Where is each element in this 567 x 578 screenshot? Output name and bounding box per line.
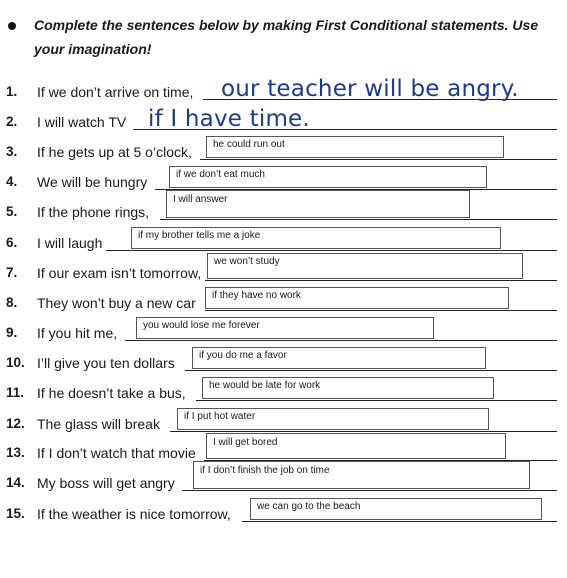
- item-prompt: My boss will get angry: [37, 475, 175, 491]
- item-prompt: They won’t buy a new car: [37, 295, 196, 311]
- item-number: 4.: [6, 174, 18, 189]
- exercise-item-10: [0, 345, 567, 375]
- answer-line: [182, 490, 557, 491]
- answer-textbox[interactable]: if we don’t eat much: [169, 166, 487, 188]
- item-number: 5.: [6, 204, 18, 219]
- answer-textbox[interactable]: you would lose me forever: [136, 317, 434, 339]
- exercise-item-5: [0, 194, 567, 224]
- answer-textbox[interactable]: if I put hot water: [177, 408, 489, 430]
- item-prompt: If we don’t arrive on time,: [37, 84, 194, 100]
- answer-line: [205, 310, 557, 311]
- item-prompt: If the weather is nice tomorrow,: [37, 506, 231, 522]
- answer-textbox[interactable]: if they have no work: [205, 287, 509, 309]
- item-number: 10.: [6, 355, 25, 370]
- exercise-item-7: [0, 255, 567, 285]
- item-prompt: If he gets up at 5 o’clock,: [37, 144, 192, 160]
- item-number: 3.: [6, 144, 18, 159]
- answer-textbox[interactable]: I will answer: [166, 190, 470, 218]
- instructions: Complete the sentences below by making First Conditional statements. Use your imagination!: [34, 17, 539, 57]
- item-prompt: I will watch TV: [37, 114, 127, 130]
- answer-textbox[interactable]: we can go to the beach: [250, 498, 542, 520]
- item-number: 8.: [6, 295, 18, 310]
- item-number: 6.: [6, 235, 18, 250]
- exercise-item-8: [0, 285, 567, 315]
- answer-textbox[interactable]: if you do me a favor: [192, 347, 486, 369]
- answer-text[interactable]: our teacher will be angry.: [221, 76, 519, 102]
- answer-textbox[interactable]: he would be late for work: [202, 377, 494, 399]
- answer-textbox[interactable]: we won’t study: [207, 253, 523, 279]
- answer-textbox[interactable]: if I don’t finish the job on time: [193, 461, 530, 489]
- answer-line: [205, 280, 557, 281]
- answer-textbox[interactable]: if my brother tells me a joke: [131, 227, 501, 249]
- answer-line: [242, 521, 557, 522]
- item-prompt: If our exam isn’t tomorrow,: [37, 265, 202, 281]
- item-number: 13.: [6, 445, 25, 460]
- item-number: 11.: [6, 385, 25, 400]
- item-number: 2.: [6, 114, 18, 129]
- bullet-icon: [8, 22, 16, 30]
- exercise-item-12: [0, 406, 567, 436]
- item-prompt: I will laugh: [37, 235, 103, 251]
- answer-line: [200, 159, 557, 160]
- item-number: 15.: [6, 506, 25, 521]
- exercise-item-14: [0, 465, 567, 495]
- item-prompt: The glass will break: [37, 416, 160, 432]
- exercise-item-9: [0, 315, 567, 345]
- answer-line: [106, 250, 557, 251]
- exercise-item-1: [0, 74, 567, 104]
- item-prompt: If he doesn’t take a bus,: [37, 385, 186, 401]
- answer-text[interactable]: if I have time.: [148, 106, 310, 132]
- answer-line: [125, 340, 557, 341]
- exercise-item-2: [0, 104, 567, 134]
- item-number: 7.: [6, 265, 18, 280]
- item-prompt: If you hit me,: [37, 325, 118, 341]
- item-number: 9.: [6, 325, 18, 340]
- answer-line: [160, 219, 557, 220]
- answer-textbox[interactable]: I will get bored: [206, 433, 506, 459]
- answer-textbox[interactable]: he could run out: [206, 136, 504, 158]
- exercise-item-11: [0, 375, 567, 405]
- exercise-item-3: [0, 134, 567, 164]
- exercise-item-15: [0, 496, 567, 526]
- item-number: 12.: [6, 416, 25, 431]
- answer-line: [185, 370, 557, 371]
- item-prompt: If I don’t watch that movie: [37, 445, 196, 461]
- item-prompt: I’ll give you ten dollars: [37, 355, 175, 371]
- item-number: 1.: [6, 84, 18, 99]
- item-number: 14.: [6, 475, 25, 490]
- exercise-item-6: [0, 225, 567, 255]
- item-prompt: If the phone rings,: [37, 204, 150, 220]
- answer-line: [170, 431, 557, 432]
- answer-line: [196, 400, 557, 401]
- item-prompt: We will be hungry: [37, 174, 148, 190]
